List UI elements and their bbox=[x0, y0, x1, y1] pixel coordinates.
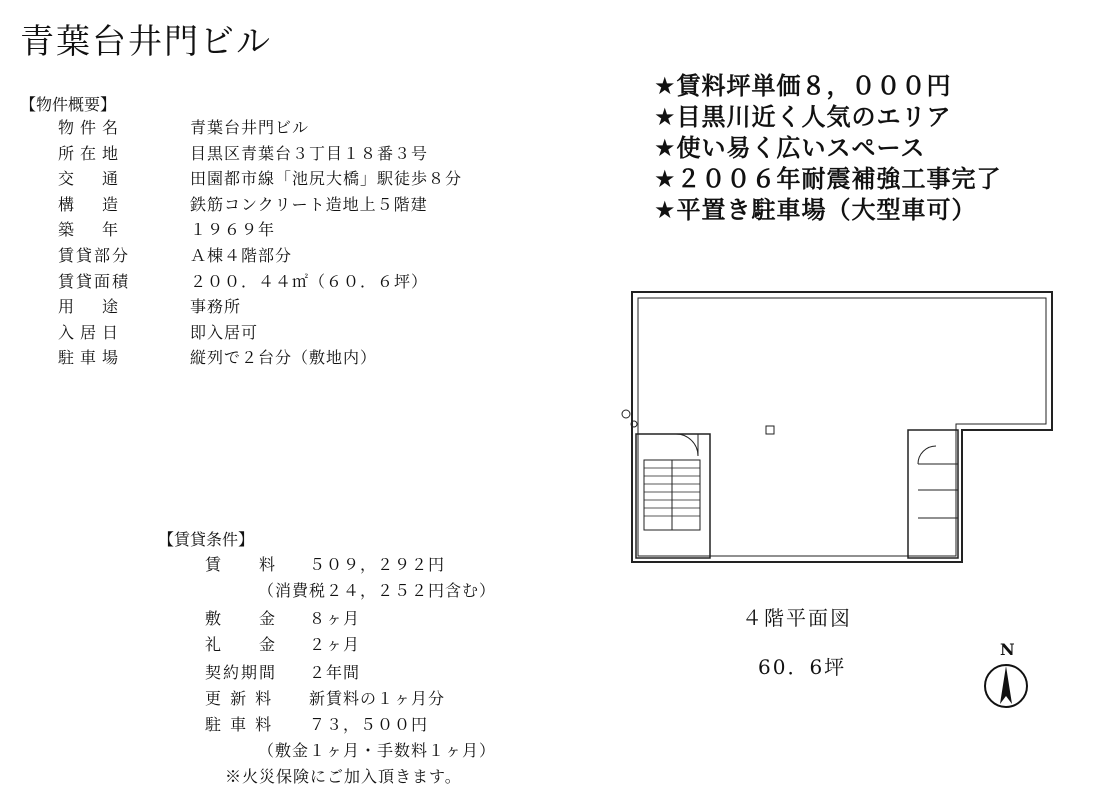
overview-row-label: 賃貸面積 bbox=[58, 271, 131, 291]
insurance-footnote: ※火災保険にご加入頂きます。 bbox=[225, 767, 462, 786]
overview-row-value: 鉄筋コンクリート造地上５階建 bbox=[190, 194, 428, 214]
condition-row bbox=[205, 686, 445, 710]
condition-row bbox=[205, 660, 360, 684]
overview-row bbox=[38, 320, 258, 346]
overview-row bbox=[38, 141, 428, 167]
floor-plan-caption: ４階平面図 bbox=[742, 606, 852, 630]
condition-row-value: ７３，５００円 bbox=[309, 715, 429, 734]
highlight-item: ★賃料坪単価８，０００円 bbox=[654, 72, 952, 100]
condition-row-value: ２年間 bbox=[309, 663, 361, 682]
overview-row-label: 交 通 bbox=[58, 169, 125, 189]
overview-row-label: 用 途 bbox=[58, 297, 125, 317]
condition-row-label: 敷 金 bbox=[205, 609, 278, 628]
overview-row-value: 即入居可 bbox=[190, 322, 259, 342]
highlight-item: ★目黒川近く人気のエリア bbox=[654, 103, 952, 131]
highlight-item: ★２００６年耐震補強工事完了 bbox=[654, 165, 1002, 193]
north-label: N bbox=[1000, 640, 1015, 659]
condition-row-value: （消費税２４，２５２円含む） bbox=[258, 581, 497, 600]
floor-plan-drawing bbox=[612, 282, 1062, 572]
floor-plan-area: 60．6坪 bbox=[758, 655, 847, 679]
condition-row-label: 賃 料 bbox=[205, 555, 278, 574]
conditions-heading: 【賃貸条件】 bbox=[158, 530, 255, 549]
condition-row bbox=[258, 578, 496, 602]
overview-row bbox=[38, 294, 241, 320]
highlight-item: ★使い易く広いスペース bbox=[654, 134, 926, 162]
condition-row-value: ８ヶ月 bbox=[309, 609, 361, 628]
overview-row-value: １９６９年 bbox=[190, 220, 276, 240]
condition-row bbox=[205, 712, 428, 736]
overview-row bbox=[38, 243, 292, 269]
condition-row bbox=[258, 738, 496, 762]
overview-heading: 【物件概要】 bbox=[20, 95, 117, 114]
condition-row-label: 駐 車 料 bbox=[205, 715, 274, 734]
condition-row-value: ５０９，２９２円 bbox=[309, 555, 446, 574]
condition-row bbox=[205, 632, 360, 656]
overview-row bbox=[38, 217, 275, 243]
overview-row-label: 入居日 bbox=[58, 322, 125, 342]
page-title: 青葉台井門ビル bbox=[20, 22, 272, 62]
overview-row-value: 縦列で２台分（敷地内） bbox=[190, 348, 378, 368]
overview-row bbox=[38, 192, 428, 218]
overview-row-label: 駐車場 bbox=[58, 348, 125, 368]
condition-row-label: 契約期間 bbox=[205, 663, 278, 682]
condition-row-value: 新賃料の１ヶ月分 bbox=[309, 689, 446, 708]
overview-row-label: 賃貸部分 bbox=[58, 246, 131, 265]
north-arrow-icon bbox=[982, 640, 1030, 712]
condition-row-value: （敷金１ヶ月・手数料１ヶ月） bbox=[258, 741, 497, 760]
overview-row bbox=[38, 166, 462, 192]
overview-row-value: 事務所 bbox=[190, 297, 242, 317]
condition-row-value: ２ヶ月 bbox=[309, 635, 361, 654]
overview-row-value: 田園都市線「池尻大橋」駅徒歩８分 bbox=[190, 169, 463, 189]
overview-row-label: 構 造 bbox=[58, 194, 125, 214]
condition-row bbox=[205, 606, 360, 630]
overview-row-value: 目黒区青葉台３丁目１８番３号 bbox=[190, 143, 429, 163]
condition-row-label: 礼 金 bbox=[205, 635, 278, 654]
overview-row bbox=[38, 115, 309, 141]
condition-row bbox=[205, 552, 445, 576]
overview-row-label: 物件名 bbox=[58, 118, 125, 137]
overview-row bbox=[38, 345, 377, 371]
overview-row-value: Ａ棟４階部分 bbox=[190, 246, 293, 265]
overview-row-label: 築 年 bbox=[58, 220, 125, 240]
overview-row-value: 青葉台井門ビル bbox=[190, 118, 310, 137]
condition-row-label: 更 新 料 bbox=[205, 689, 274, 708]
overview-row bbox=[38, 269, 428, 295]
highlight-item: ★平置き駐車場（大型車可） bbox=[654, 196, 977, 224]
overview-row-label: 所在地 bbox=[58, 143, 125, 163]
overview-row-value: ２００．４４㎡（６０．６坪） bbox=[190, 271, 429, 291]
